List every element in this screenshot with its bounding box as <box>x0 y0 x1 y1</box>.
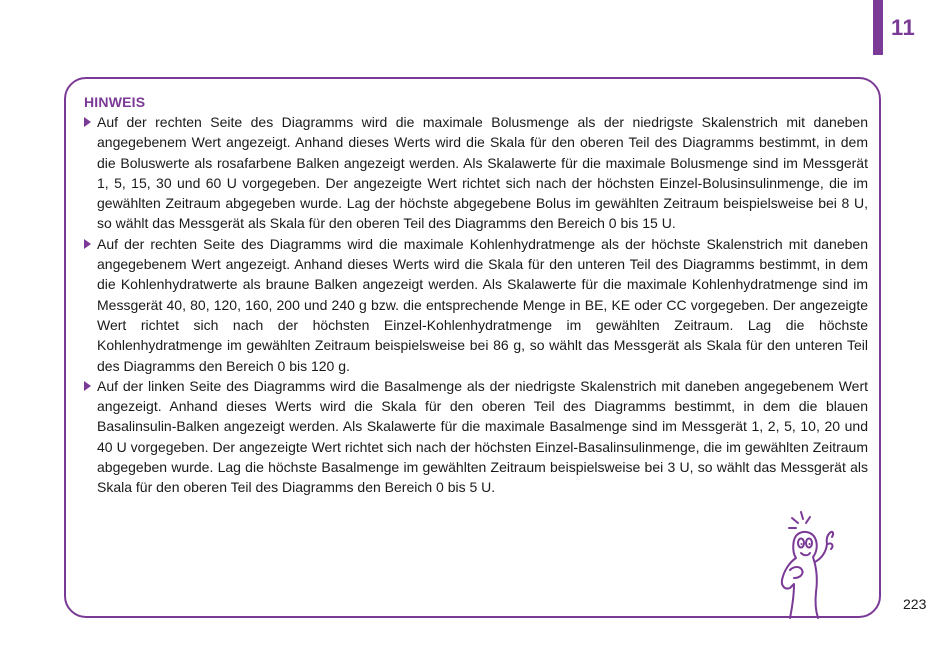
note-bullet-text: Auf der linken Seite des Diagramms wird die Basalmenge als der niedrigste Skalenstrich mit daneben angegebenem Wert angezeigt. Anhand dieses Werts wird die Skala für den oberen Teil des Diagramms bestimmt, in dem die blauen Basalinsulin-Balken angezeigt werden. Als Skalawerte für die maximale Basalmenge sind im Messgerät 1, 2, 5, 10, 20 und 40 U vorgegeben. Der angezeigte Wert richtet sich nach der höchsten Einzel-Basalinsulinmenge, die im gewählten Zeitraum abgegeben wurde. Lag die höchste Basalmenge im gewählten Zeitraum beispielsweise bei 3 U, so wählt das Messgerät als Skala für den oberen Teil des Diagramms den Bereich 0 bis 5 U. <box>97 377 868 496</box>
note-bullet-item <box>84 112 868 234</box>
triangle-right-icon <box>84 381 91 391</box>
note-bullet-text: Auf der rechten Seite des Diagramms wird die maximale Bolusmenge als der niedrigste Skalenstrich mit daneben angegebenem Wert angezeigt. Anhand dieses Werts wird die Skala für den oberen Teil des Diagramms bestimmt, in dem die Boluswerte als rosafarbene Balken angezeigt werden. Als Skalawerte für die maximale Bolusmenge sind im Messgerät 1, 5, 15, 30 und 60 U vorgegeben. Der angezeigte Wert richtet sich nach der höchsten Einzel-Bolusinsulinmenge, die im gewählten Zeitraum abgegeben wurde. Lag der höchste abgegebene Bolus im gewählten Zeitraum beispielsweise bei 8 U, so wählt das Messgerät als Skala für den oberen Teil des Diagramms den Bereich 0 bis 15 U. <box>97 114 868 232</box>
idea-mascot-icon <box>772 508 844 620</box>
note-bullet-list <box>84 112 868 498</box>
chapter-tab <box>873 0 950 55</box>
note-bullet-item <box>84 376 868 498</box>
page-number: 223 <box>903 596 927 612</box>
note-bullet-text: Auf der rechten Seite des Diagramms wird die maximale Kohlenhydratmenge als der höchste Skalenstrich mit daneben angegebenem Wert angezeigt. Anhand dieses Werts wird die Skala für den unteren Teil des Diagramms bestimmt, in dem die Kohlenhydratwerte als braune Balken angezeigt werden. Als Skalawerte für die maximale Kohlenhydratmenge sind im Messgerät 40, 80, 120, 160, 200 und 240 g bzw. die entsprechende Menge in BE, KE oder CC vorgegeben. Der angezeigte Wert richtet sich nach der höchsten Einzel-Kohlenhydratmenge im gewählten Zeitraum. Lag die höchste Kohlenhydratmenge im gewählten Zeitraum beispielsweise bei 86 g, so wählt das Messgerät als Skala für den unteren Teil des Diagramms den Bereich 0 bis 120 g. <box>97 235 868 374</box>
note-heading: HINWEIS <box>84 94 146 110</box>
chapter-number: 11 <box>891 14 916 40</box>
triangle-right-icon <box>84 117 91 127</box>
chapter-marker-bar <box>873 0 883 55</box>
triangle-right-icon <box>84 239 91 249</box>
note-bullet-item <box>84 234 868 376</box>
